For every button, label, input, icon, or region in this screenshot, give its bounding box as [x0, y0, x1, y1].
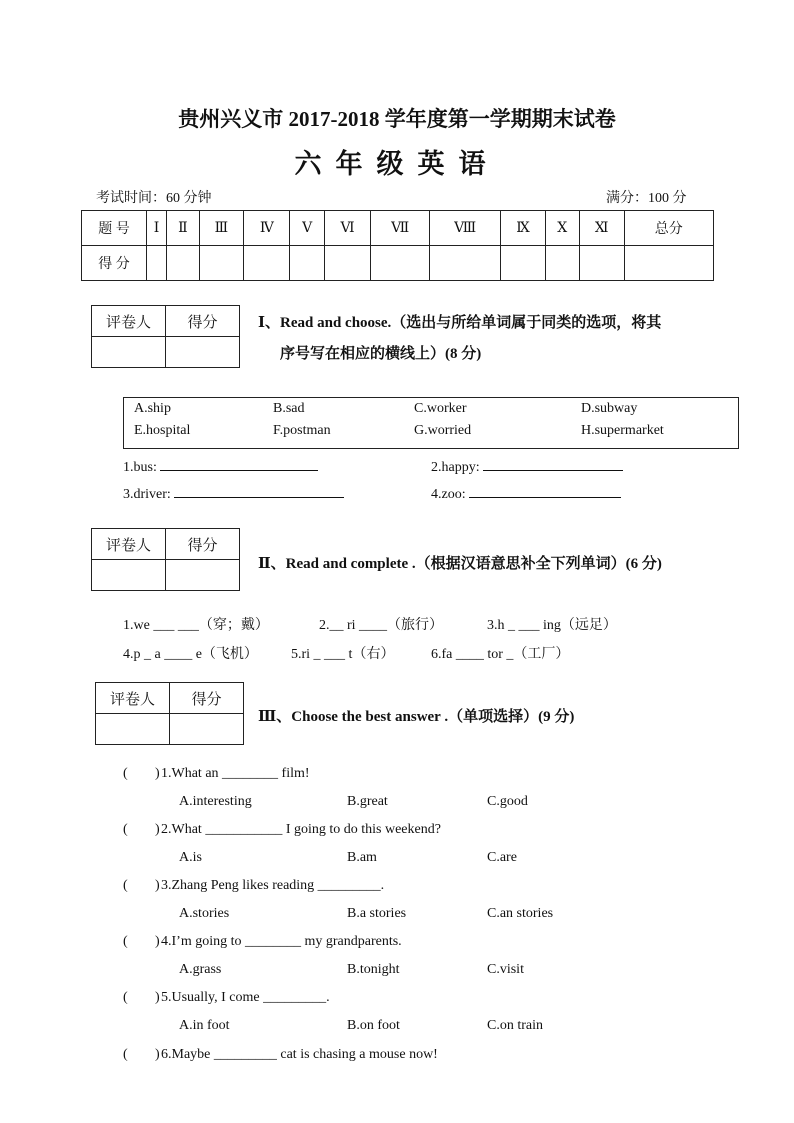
- s3-q5-option-a: A.in foot: [179, 1018, 230, 1033]
- section-1-options-box: [123, 397, 739, 449]
- score-col-4: Ⅳ: [244, 211, 290, 246]
- score-cell[interactable]: [290, 246, 324, 281]
- section-3-title: Ⅲ、Choose the best answer .（单项选择）(9 分): [258, 709, 575, 725]
- s3-answer-paren-close-6: ): [155, 1047, 160, 1062]
- grader-score-cell[interactable]: [166, 337, 240, 368]
- s2-item-5: 5.ri _ ___ t（右）: [291, 647, 395, 662]
- option-a: A.ship: [134, 401, 171, 416]
- score-cell[interactable]: [147, 246, 167, 281]
- s3-q4-option-b: B.tonight: [347, 962, 400, 977]
- score-col-9: Ⅸ: [501, 211, 546, 246]
- s1-question-1: [123, 460, 318, 476]
- s1-question-2: [431, 460, 623, 476]
- option-e: E.hospital: [134, 423, 191, 438]
- score-cell[interactable]: [501, 246, 546, 281]
- score-cell[interactable]: [624, 246, 713, 281]
- s3-answer-paren-1[interactable]: (: [123, 766, 128, 781]
- score-cell[interactable]: [167, 246, 199, 281]
- s3-question-4: 4.I’m going to ________ my grandparents.: [161, 934, 402, 949]
- score-table: [81, 210, 714, 281]
- grader-reviewer-cell[interactable]: [96, 714, 170, 745]
- s3-answer-paren-5[interactable]: (: [123, 990, 128, 1005]
- s3-q5-option-c: C.on train: [487, 1018, 543, 1033]
- s3-question-2: 2.What ___________ I going to do this weekend?: [161, 822, 441, 837]
- s3-answer-paren-close-5: ): [155, 990, 160, 1005]
- exam-title: 贵州兴义市 2017-2018 学年度第一学期期末试卷: [178, 107, 616, 131]
- s3-answer-paren-close-4: ): [155, 934, 160, 949]
- answer-blank[interactable]: [469, 497, 621, 498]
- s3-answer-paren-4[interactable]: (: [123, 934, 128, 949]
- s3-q3-option-c: C.an stories: [487, 906, 554, 921]
- grader-box-2: [91, 528, 240, 591]
- grader-reviewer-label: 评卷人: [92, 529, 166, 560]
- score-col-11: Ⅺ: [579, 211, 624, 246]
- grader-reviewer-label: 评卷人: [96, 683, 170, 714]
- exam-subtitle: 六年级英语: [294, 149, 500, 179]
- answer-blank[interactable]: [174, 497, 344, 498]
- question-text: 1.bus:: [123, 460, 157, 475]
- score-col-3: Ⅲ: [199, 211, 244, 246]
- s3-q3-option-a: A.stories: [179, 906, 230, 921]
- option-g: G.worried: [414, 423, 472, 438]
- score-cell[interactable]: [579, 246, 624, 281]
- score-col-10: Ⅹ: [545, 211, 579, 246]
- s3-question-6: 6.Maybe _________ cat is chasing a mouse now!: [161, 1047, 438, 1062]
- score-table-header-row: [82, 211, 714, 246]
- score-col-1: Ⅰ: [147, 211, 167, 246]
- s3-q2-option-c: C.are: [487, 850, 517, 865]
- grader-score-cell[interactable]: [166, 560, 240, 591]
- s3-question-1: 1.What an ________ film!: [161, 766, 310, 781]
- s3-q1-option-b: B.great: [347, 794, 388, 809]
- score-col-7: Ⅶ: [371, 211, 430, 246]
- s3-q1-option-a: A.interesting: [179, 794, 252, 809]
- score-table-row-label: 得 分: [82, 246, 147, 281]
- option-d: D.subway: [581, 401, 638, 416]
- score-cell[interactable]: [199, 246, 244, 281]
- section-1-title-cont: 序号写在相应的横线上）(8 分): [280, 346, 482, 362]
- s3-answer-paren-close-2: ): [155, 822, 160, 837]
- grader-score-label: 得分: [170, 683, 244, 714]
- grader-reviewer-cell[interactable]: [92, 337, 166, 368]
- s3-q3-option-b: B.a stories: [347, 906, 407, 921]
- score-table-row-label: 题 号: [82, 211, 147, 246]
- score-col-total: 总分: [624, 211, 713, 246]
- answer-blank[interactable]: [483, 470, 623, 471]
- score-cell[interactable]: [244, 246, 290, 281]
- question-text: 2.happy:: [431, 460, 480, 475]
- s3-answer-paren-2[interactable]: (: [123, 822, 128, 837]
- s2-item-2: 2.__ ri ____（旅行）: [319, 618, 444, 633]
- s3-question-5: 5.Usually, I come _________.: [161, 990, 330, 1005]
- s3-q2-option-a: A.is: [179, 850, 202, 865]
- option-h: H.supermarket: [581, 423, 664, 438]
- option-b: B.sad: [273, 401, 305, 416]
- s3-answer-paren-close-1: ): [155, 766, 160, 781]
- s3-answer-paren-6[interactable]: (: [123, 1047, 128, 1062]
- section-1-title: Ⅰ、Read and choose.（选出与所给单词属于同类的选项，将其: [258, 315, 662, 331]
- s3-q4-option-c: C.visit: [487, 962, 524, 977]
- answer-blank[interactable]: [160, 470, 318, 471]
- option-f: F.postman: [273, 423, 331, 438]
- score-col-2: Ⅱ: [167, 211, 199, 246]
- score-cell[interactable]: [371, 246, 430, 281]
- grader-reviewer-label: 评卷人: [92, 306, 166, 337]
- score-table-score-row: [82, 246, 714, 281]
- grader-score-cell[interactable]: [170, 714, 244, 745]
- s1-question-4: [431, 487, 621, 503]
- question-text: 4.zoo:: [431, 487, 466, 502]
- exam-time: 考试时间：60 分钟: [96, 191, 212, 206]
- score-cell[interactable]: [430, 246, 501, 281]
- question-text: 3.driver:: [123, 487, 171, 502]
- option-c: C.worker: [414, 401, 467, 416]
- s3-answer-paren-3[interactable]: (: [123, 878, 128, 893]
- s2-item-3: 3.h _ ___ ing（远足）: [487, 618, 617, 633]
- s3-answer-paren-close-3: ): [155, 878, 160, 893]
- section-2-title: Ⅱ、Read and complete .（根据汉语意思补全下列单词）(6 分): [258, 556, 662, 572]
- s2-item-1: 1.we ___ ___（穿；戴）: [123, 618, 269, 633]
- grader-score-label: 得分: [166, 306, 240, 337]
- grader-box-3: [95, 682, 244, 745]
- s2-item-4: 4.p _ a ____ e（飞机）: [123, 647, 258, 662]
- score-col-5: Ⅴ: [290, 211, 324, 246]
- grader-box-1: [91, 305, 240, 368]
- score-cell[interactable]: [324, 246, 371, 281]
- s3-q5-option-b: B.on foot: [347, 1018, 400, 1033]
- grader-score-label: 得分: [166, 529, 240, 560]
- s3-question-3: 3.Zhang Peng likes reading _________.: [161, 878, 385, 893]
- s1-question-3: [123, 487, 344, 503]
- score-cell[interactable]: [545, 246, 579, 281]
- s3-q4-option-a: A.grass: [179, 962, 222, 977]
- grader-reviewer-cell[interactable]: [92, 560, 166, 591]
- s3-q2-option-b: B.am: [347, 850, 377, 865]
- s3-q1-option-c: C.good: [487, 794, 528, 809]
- score-col-8: Ⅷ: [430, 211, 501, 246]
- score-col-6: Ⅵ: [324, 211, 371, 246]
- full-marks: 满分：100 分: [606, 191, 687, 206]
- s2-item-6: 6.fa ____ tor _（工厂）: [431, 647, 570, 662]
